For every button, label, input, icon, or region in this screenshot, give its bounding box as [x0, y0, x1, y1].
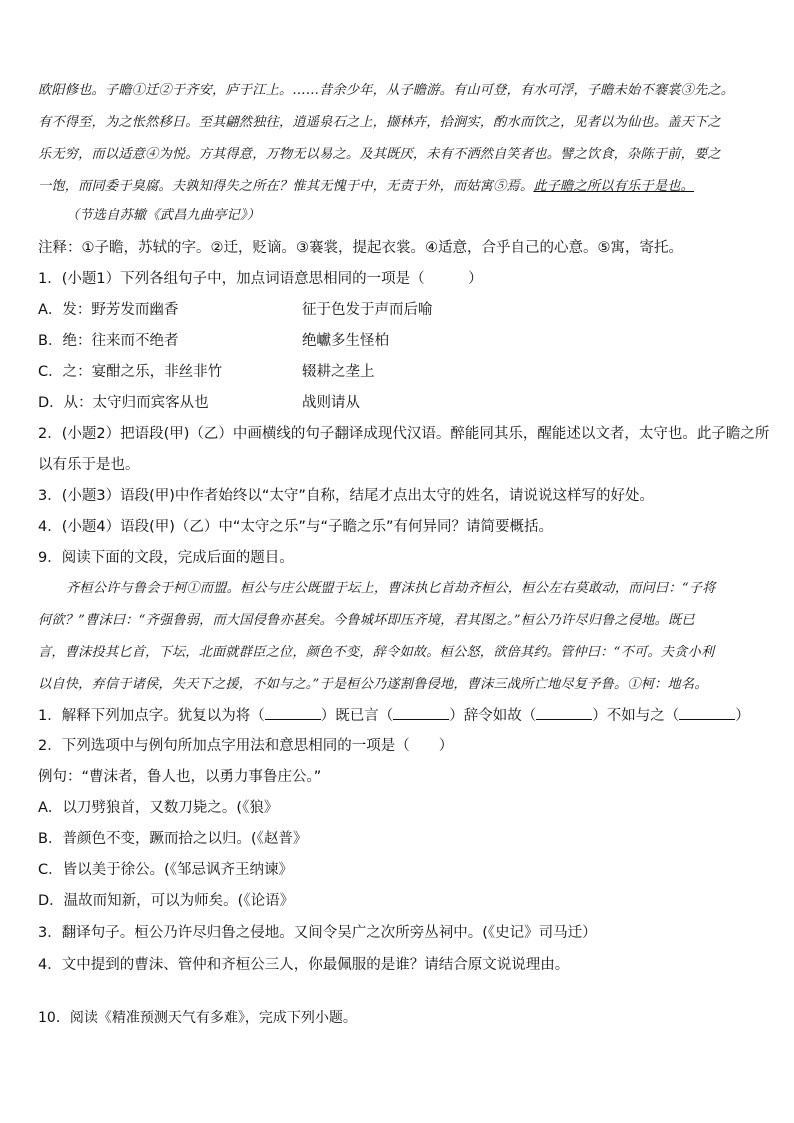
- q9-1-t4: ）不如与之（: [592, 708, 680, 724]
- passage-9-line-2: 何欲？”曹沫曰：“齐强鲁弱，而大国侵鲁亦甚矣。今鲁城坏即压齐境，君其图之。”桓公乃许尽归鲁之侵地。既已: [38, 613, 695, 628]
- passage-yi-line-2: 有不得至，为之怅然移日。至其翩然独往，逍遥泉石之上，撷林卉，拾涧实，酌水而饮之，见者以为仙也。盖天下之: [38, 115, 721, 130]
- question-9-2-stem: 2．下列选项中与例句所加点字用法和意思相同的一项是（ ）: [38, 738, 454, 754]
- option-d-right: 战则请从: [302, 395, 360, 411]
- option-c-right: 辍耕之垄上: [302, 364, 375, 380]
- question-1-option-a: [38, 300, 433, 320]
- question-9-1: [38, 705, 750, 726]
- passage-yi-line-1: 欧阳修也。子瞻①迁②于齐安，庐于江上。……昔余少年，从子瞻游。有山可登，有水可浮，子瞻未始不褰裳③先之。: [38, 83, 735, 98]
- question-4: 4．(小题4）语段(甲)（乙）中“太守之乐”与“子瞻之乐”有何异同？请简要概括。: [38, 519, 553, 535]
- option-c-left: C．之：宴酣之乐，非丝非竹: [38, 364, 223, 380]
- question-1-option-c: [38, 362, 375, 382]
- answer-blank-4[interactable]: [679, 705, 735, 720]
- q9-1-label: 1．解释下列加点字。犹复以为将（: [38, 708, 265, 724]
- question-9-2-option-b: B．普颜色不变，蹶而拾之以归。(《赵普》: [38, 831, 308, 847]
- passage-9-line-3: 言，曹沫投其匕首，下坛，北面就群臣之位，颜色不变，辞令如故。桓公怒，欲倍其约。管仲曰：“不可。夫贪小利: [38, 645, 715, 660]
- option-d-left: D．从：太守归而宾客从也: [38, 395, 209, 411]
- question-1-stem: 1．(小题1）下列各组句子中，加点词语意思相同的一项是（ ）: [38, 271, 483, 287]
- question-9-2-example: 例句：“曹沫者，鲁人也，以勇力事鲁庄公。”: [38, 769, 322, 785]
- question-9-2-option-d: D．温故而知新，可以为师矣。(《论语》: [38, 893, 295, 909]
- option-a-left: A．发：野芳发而幽香: [38, 302, 179, 318]
- question-3: 3．(小题3）语段(甲)中作者始终以“太守”自称，结尾才点出太守的姓名，请说说这样写的好处。: [38, 488, 654, 504]
- passage-yi-line-3: 乐无穷，而以适意④为悦。方其得意，万物无以易之。及其既厌，未有不洒然自笑者也。譬之饮食，杂陈于前，要之: [38, 147, 721, 162]
- question-2-line-1: 2．(小题2）把语段(甲)（乙）中画横线的句子翻译成现代汉语。醉能同其乐，醒能述以文者，太守也。此子瞻之所: [38, 426, 770, 442]
- question-2-line-2: 以有乐于是也。: [38, 457, 140, 473]
- answer-blank-1[interactable]: [265, 705, 321, 720]
- underlined-sentence: 此子瞻之所以有乐于是也。: [533, 179, 694, 194]
- q9-1-t5: ）: [735, 708, 750, 724]
- question-9-4: 4．文中提到的曹沫、管仲和齐桓公三人，你最佩服的是谁？请结合原文说说理由。: [38, 957, 570, 973]
- answer-blank-2[interactable]: [393, 705, 449, 720]
- option-b-left: B．绝：往来而不绝者: [38, 333, 179, 349]
- passage-yi-line-4: [38, 177, 694, 197]
- q9-1-t3: ）辞令如故（: [449, 708, 537, 724]
- passage-9-line-1: 齐桓公许与鲁会于柯①而盟。桓公与庄公既盟于坛上，曹沫执匕首劫齐桓公，桓公左右莫敢动，而问曰：“子将: [66, 581, 716, 596]
- question-1-option-d: [38, 393, 360, 413]
- answer-blank-3[interactable]: [536, 705, 592, 720]
- question-1-option-b: [38, 331, 389, 351]
- question-9-2-option-a: A．以刀劈狼首，又数刀毙之。(《狼》: [38, 800, 279, 816]
- option-a-right: 征于色发于声而后喻: [302, 302, 433, 318]
- passage-9-line-4: 以自快，弃信于诸侯，失天下之援，不如与之。”于是桓公乃遂割鲁侵地，曹沫三战所亡地尽复予鲁。①柯：地名。: [38, 677, 708, 692]
- annotations: 注释：①子瞻，苏轼的字。②迁，贬谪。③褰裳，提起衣裳。④适意，合乎自己的心意。⑤寓，寄托。: [38, 240, 683, 256]
- q9-1-t2: ）既已言（: [320, 708, 394, 724]
- question-9-heading: 9．阅读下面的文段，完成后面的题目。: [38, 550, 294, 566]
- question-10: 10．阅读《精准预测天气有多难》，完成下列小题。: [38, 1010, 357, 1026]
- passage-yi-line-4-text: 一饱，而同委于臭腐。夫孰知得失之所在？惟其无愧于中，无责于外，而姑寓⑤焉。: [38, 179, 534, 194]
- question-9-3: 3．翻译句子。桓公乃许尽归鲁之侵地。又间令吴广之次所旁丛祠中。(《史记》司马迁）: [38, 925, 597, 941]
- question-9-2-option-c: C．皆以美于徐公。(《邹忌讽齐王纳谏》: [38, 862, 294, 878]
- option-b-right: 绝巘多生怪柏: [302, 333, 389, 349]
- passage-source: （节选自苏辙《武昌九曲亭记》）: [66, 208, 261, 223]
